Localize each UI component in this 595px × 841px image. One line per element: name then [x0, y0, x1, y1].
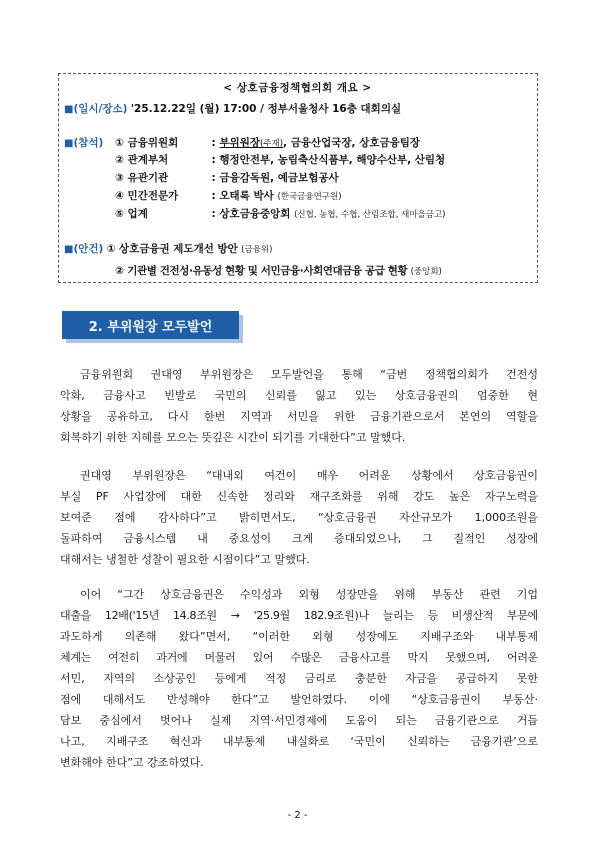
datetime-value: '25.12.22일 (월) 17:00 / 정부서울청사 16층 대회의실 — [130, 103, 402, 115]
participants-label: (참석) — [73, 137, 104, 149]
agenda-row: ② 기관별 건전성·유동성 현황 및 서민금융·사회연대금융 공급 현황 (중앙회) — [115, 265, 442, 277]
agenda-label: (안건) — [73, 243, 104, 255]
page-number: - 2 - — [287, 810, 308, 821]
agenda-row: ■(안건) ① 상호금융권 제도개선 방안 (금융위) — [64, 243, 273, 255]
paragraph: 권대영 부위원장은 “대내외 여건이 매우 어려운 상황에서 상호금융권이 부실 PF 사업장에 대한 신속한 정리와 재구조화를 위해 강도 높은 자구노력을 보여준 점에 감사하다”고 밝히면서도, “상호금융권 자산규모가 1,000조원을 돌파하여 금융시스템 내 중요성이 크게 증대되었으나, 그 질적인 성장에 대해서는 냉철한 성찰이 필요한 시점이다”고 말했다. — [60, 469, 538, 566]
participant-row: ⑤ 업계 : 상호금융중앙회 (신협, 농협, 수협, 산림조합, 새마을금고) — [115, 208, 446, 220]
bullet-icon: ■ — [64, 244, 74, 255]
paragraph: 금융위원회 권대영 부위원장은 모두발언을 통해 “금번 정책협의회가 건전성 악화, 금융사고 빈발로 국민의 신뢰를 잃고 있는 상호금융권의 엄중한 현 상황을 공유하고, 다시 한번 지역과 서민을 위한 금융기관으로서 본연의 역할을 회복하기 위한 지혜를 모으는 뜻깊은 시간이 되기를 기대한다”고 말했다. — [60, 368, 538, 444]
section-title: 2. 부위원장 모두발언 — [62, 311, 239, 339]
participant-row: ② 관계부처 : 행정안전부, 농림축산식품부, 해양수산부, 산림청 — [115, 154, 446, 166]
paragraph: 이어 “그간 상호금융권은 수익성과 외형 성장만을 위해 부동산 관련 기업 대출을 12배('15년 14.8조원 → '25.9월 182.9조원)나 늘리는 등 비생산적 부문에 과도하게 의존해 왔다”면서, “이러한 외형 성장에도 지배구조와 내부통제 체계는 여전히 과거에 머물러 있어 수많은 금융사고를 막지 못했으며, 어려운 서민, 지역의 소상공인 등에게 적정 금리로 충분한 자금을 공급하지 못한 점에 대해서도 반성해야 한다”고 발언하였다. 이에 “상호금융권이 부동산· 담보 중심에서 벗어나 실제 지역·서민경제에 도움이 되는 금융기관으로 거듭 나고, 지배구조 혁신과 내부통제 내실화로 ‘국민이 신뢰하는 금융기관’으로 변화해야 한다”고 강조하였다. — [60, 588, 538, 769]
bullet-icon: ■ — [64, 104, 74, 115]
participants-label-row — [64, 136, 103, 151]
datetime-label: (일시/장소) — [73, 103, 128, 115]
participant-row: ③ 유관기관 : 금융감독원, 예금보험공사 — [115, 172, 339, 184]
summary-title: < 상호금융정책협의회 개요 > — [223, 82, 372, 94]
datetime-row — [64, 102, 401, 117]
bullet-icon: ■ — [64, 138, 74, 149]
participant-row: ④ 민간전문가 : 오태록 박사 (한국금융연구원) — [115, 190, 342, 202]
participant-row: ① 금융위원회 : 부위원장(주재), 금융산업국장, 상호금융팀장 — [115, 137, 421, 149]
